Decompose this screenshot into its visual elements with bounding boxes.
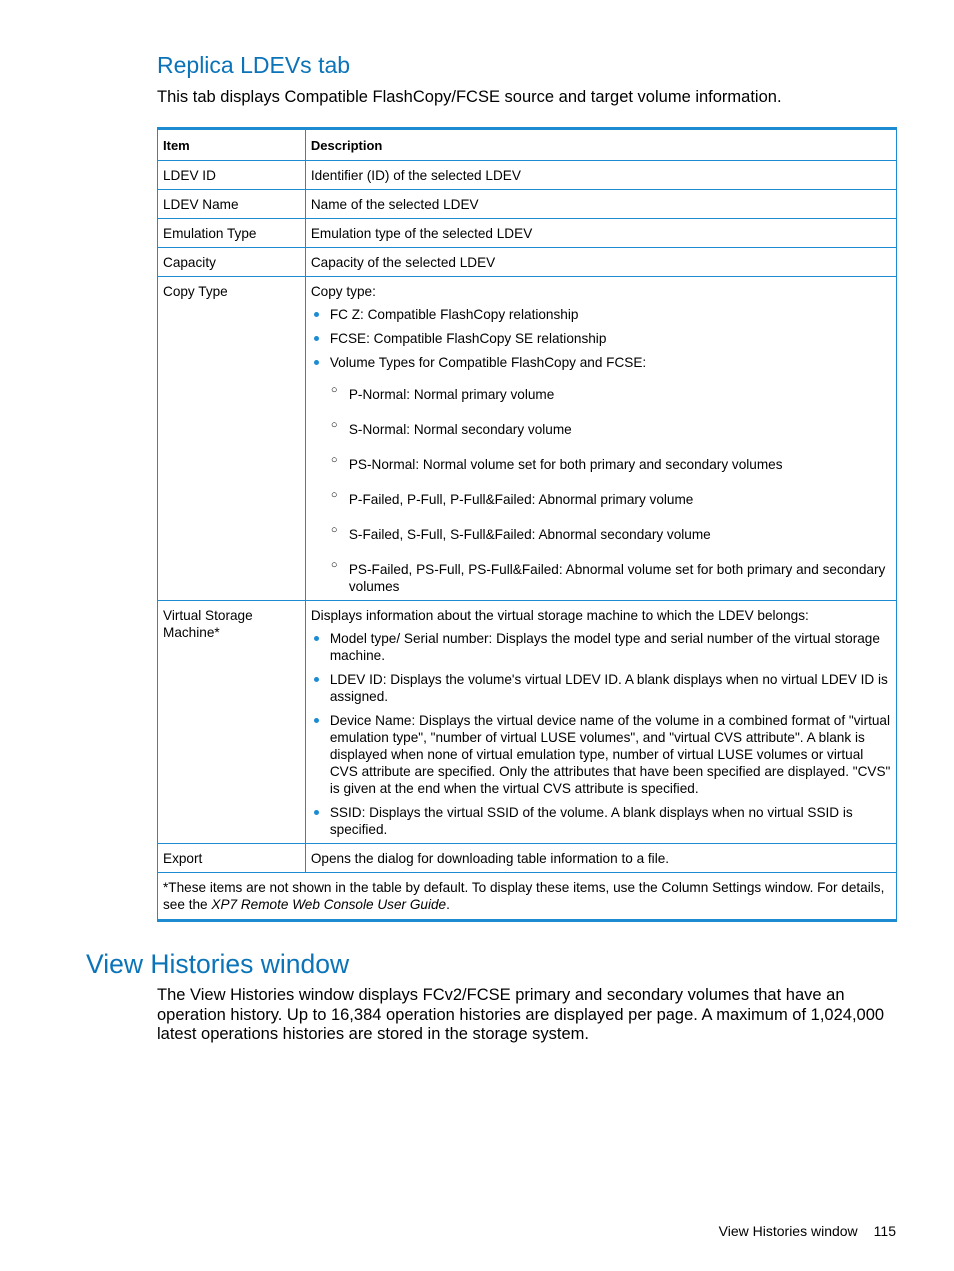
row-desc-emulation-type: Emulation type of the selected LDEV — [305, 219, 896, 248]
row-item-capacity: Capacity — [158, 248, 306, 277]
table-row — [158, 219, 897, 248]
copy-type-lead: Copy type: — [310, 284, 376, 299]
vsm-lead: Displays information about the virtual storage machine to which the LDEV belongs: — [310, 608, 809, 623]
list-item — [311, 804, 891, 838]
sub-list-item — [330, 491, 891, 508]
list-item-text: Device Name: Displays the virtual device name of the volume in a combined format of "virtual emulation type", "number of virtual LUSE volumes", and "virtual CVS attribute". A blank is displayed when none of virtual emulation type, number of virtual LUSE volumes or virtual CVS attribute are specified. Only the attributes that have been specified are displayed. "CVS" is given at the end when the virtual CVS attribute is specified. — [329, 713, 891, 796]
list-item-text: Model type/ Serial number: Displays the model type and serial number of the virtual storage machine. — [329, 631, 880, 663]
row-desc-ldev-id: Identifier (ID) of the selected LDEV — [305, 161, 896, 190]
footnote-text: *These items are not shown in the table by default. To display these items, use the Column Settings window. For details, see the — [163, 880, 885, 912]
list-item-text: SSID: Displays the virtual SSID of the volume. A blank displays when no virtual SSID is specified. — [329, 805, 853, 837]
column-header-description: Description — [305, 129, 896, 161]
table-row — [158, 844, 897, 873]
list-item-text: LDEV ID: Displays the volume's virtual LDEV ID. A blank displays when no virtual LDEV ID is assigned. — [329, 672, 888, 704]
table-header-row — [158, 129, 897, 161]
circle-bullet-icon: ○ — [330, 559, 338, 571]
row-item-ldev-name: LDEV Name — [158, 190, 306, 219]
table-footnote — [158, 873, 897, 921]
list-item-text: FC Z: Compatible FlashCopy relationship — [329, 307, 579, 322]
row-desc-virtual-storage-machine — [305, 601, 896, 844]
row-desc-copy-type — [305, 277, 896, 601]
row-desc-ldev-name: Name of the selected LDEV — [305, 190, 896, 219]
copy-type-list — [311, 306, 891, 595]
section-heading: Replica LDEVs tab — [157, 52, 351, 78]
page-number: 115 — [873, 1223, 896, 1239]
sub-list-item — [330, 526, 891, 543]
footnote-end: . — [446, 897, 450, 912]
table-row — [158, 161, 897, 190]
circle-bullet-icon: ○ — [330, 454, 338, 466]
table-row — [158, 248, 897, 277]
sub-list-item — [330, 561, 891, 595]
sub-list-item-text: P-Normal: Normal primary volume — [348, 387, 555, 402]
view-histories-heading: View Histories window — [86, 949, 350, 979]
sub-list-item-text: PS-Failed, PS-Full, PS-Full&Failed: Abnormal volume set for both primary and secondary volumes — [348, 562, 886, 594]
sub-list-item-text: S-Normal: Normal secondary volume — [348, 422, 572, 437]
bullet-dot-icon — [314, 677, 319, 682]
row-item-ldev-id: LDEV ID — [158, 161, 306, 190]
row-item-export: Export — [158, 844, 306, 873]
replica-ldevs-table — [157, 127, 897, 922]
list-item — [311, 306, 891, 323]
row-item-copy-type: Copy Type — [158, 277, 306, 601]
vsm-list — [311, 630, 891, 838]
list-item — [311, 712, 891, 797]
bullet-dot-icon — [314, 718, 319, 723]
footer-title: View Histories window — [718, 1223, 858, 1239]
circle-bullet-icon: ○ — [330, 419, 338, 431]
view-histories-body: The View Histories window displays FCv2/FCSE primary and secondary volumes that have an operation history. Up to 16,384 operation histories are displayed per page. A maximum of 1,024,000 latest operations histories are stored in the storage system. — [157, 986, 885, 1043]
sub-list-item — [330, 386, 891, 403]
row-item-emulation-type: Emulation Type — [158, 219, 306, 248]
row-desc-capacity: Capacity of the selected LDEV — [305, 248, 896, 277]
bullet-dot-icon — [314, 636, 319, 641]
sub-list-item — [330, 456, 891, 473]
footnote-guide-title: XP7 Remote Web Console User Guide — [211, 897, 447, 912]
row-item-virtual-storage-machine: Virtual Storage Machine* — [158, 601, 306, 844]
list-item-text: Volume Types for Compatible FlashCopy and FCSE: — [329, 355, 647, 370]
sub-list-item-text: S-Failed, S-Full, S-Full&Failed: Abnormal secondary volume — [348, 527, 711, 542]
section-intro: This tab displays Compatible FlashCopy/FCSE source and target volume information. — [157, 88, 782, 106]
volume-types-list — [330, 386, 891, 595]
table-row — [158, 190, 897, 219]
list-item — [311, 330, 891, 347]
sub-list-item — [330, 421, 891, 438]
circle-bullet-icon: ○ — [330, 384, 338, 396]
bullet-dot-icon — [314, 810, 319, 815]
column-header-item: Item — [158, 129, 306, 161]
sub-list-item-text: PS-Normal: Normal volume set for both primary and secondary volumes — [348, 457, 783, 472]
list-item-text: FCSE: Compatible FlashCopy SE relationship — [329, 331, 607, 346]
bullet-dot-icon — [314, 312, 319, 317]
table-row — [158, 277, 897, 601]
row-desc-export: Opens the dialog for downloading table information to a file. — [305, 844, 896, 873]
sub-list-item-text: P-Failed, P-Full, P-Full&Failed: Abnormal primary volume — [348, 492, 694, 507]
bullet-dot-icon — [314, 360, 319, 365]
list-item — [311, 354, 891, 595]
list-item — [311, 630, 891, 664]
circle-bullet-icon: ○ — [330, 489, 338, 501]
table-footnote-row — [158, 873, 897, 921]
list-item — [311, 671, 891, 705]
circle-bullet-icon: ○ — [330, 524, 338, 536]
page-footer — [719, 1223, 896, 1239]
table-row — [158, 601, 897, 844]
bullet-dot-icon — [314, 336, 319, 341]
